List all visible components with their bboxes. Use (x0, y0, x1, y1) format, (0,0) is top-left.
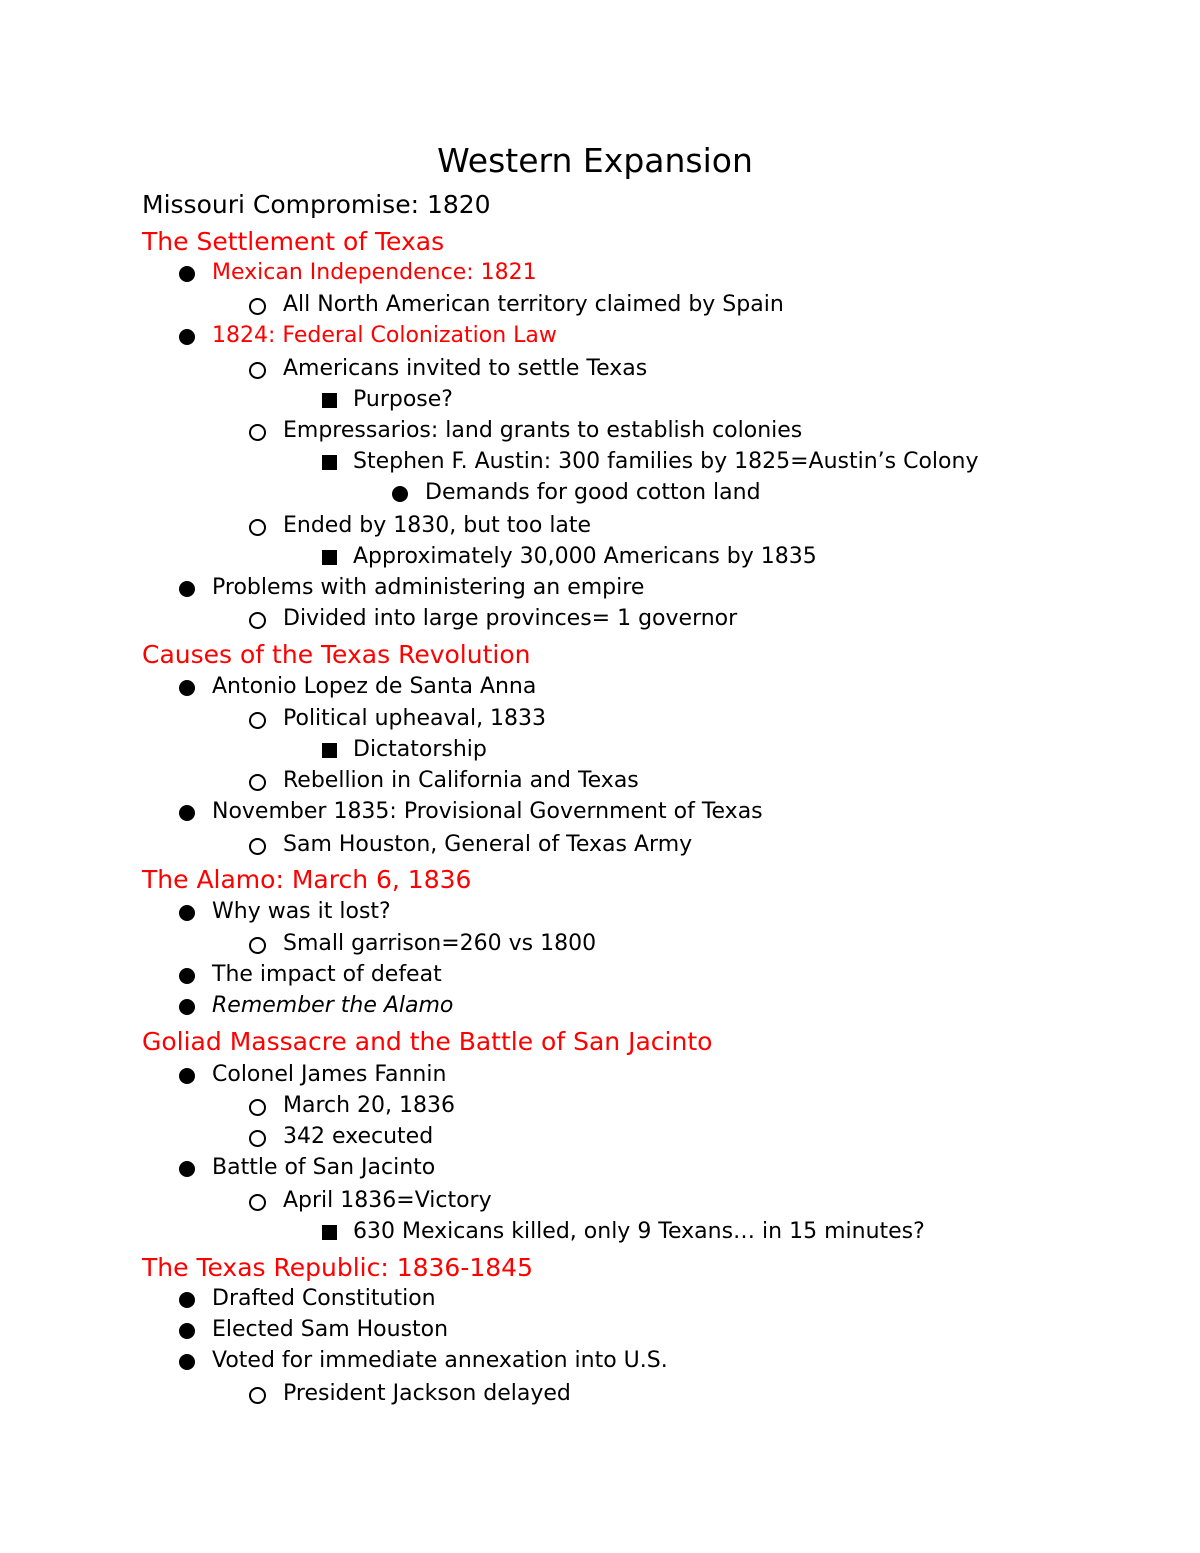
outline-item-text: Americans invited to settle Texas (283, 356, 648, 381)
hollow-circle-bullet-icon (249, 1099, 266, 1116)
outline-item-text: The impact of defeat (212, 962, 442, 987)
hollow-circle-bullet-icon (249, 937, 266, 954)
section-heading-text: The Settlement of Texas (142, 227, 445, 256)
outline-item-text: Political upheaval, 1833 (283, 706, 547, 731)
filled-circle-bullet-icon (179, 1292, 195, 1308)
filled-square-bullet-icon (322, 455, 337, 470)
hollow-circle-bullet-icon (249, 1387, 266, 1404)
filled-circle-bullet-icon (179, 1323, 195, 1339)
filled-circle-bullet-icon (179, 805, 195, 821)
filled-circle-bullet-icon (179, 1161, 195, 1177)
document-title: Western Expansion (437, 141, 753, 180)
hollow-circle-bullet-icon (249, 519, 266, 536)
filled-circle-bullet-icon (179, 999, 195, 1015)
outline-item-text: Rebellion in California and Texas (283, 768, 639, 793)
filled-square-bullet-icon (322, 1225, 337, 1240)
outline-item-text: President Jackson delayed (283, 1381, 571, 1406)
filled-circle-bullet-icon (179, 581, 195, 597)
filled-square-bullet-icon (322, 743, 337, 758)
document-subtitle: Missouri Compromise: 1820 (142, 190, 491, 219)
outline-item-text: Battle of San Jacinto (212, 1155, 436, 1180)
filled-square-bullet-icon (322, 550, 337, 565)
outline-item-text: Small garrison=260 vs 1800 (283, 931, 597, 956)
outline-item-text: Elected Sam Houston (212, 1317, 449, 1342)
outline-item-text: Why was it lost? (212, 899, 391, 924)
section-heading-text: Goliad Massacre and the Battle of San Jacinto (142, 1027, 713, 1056)
filled-circle-bullet-icon (179, 968, 195, 984)
outline-item-text: Stephen F. Austin: 300 families by 1825=Austin’s Colony (353, 449, 979, 474)
outline-item-text: Demands for good cotton land (425, 480, 761, 505)
filled-circle-bullet-icon (179, 1068, 195, 1084)
filled-circle-bullet-icon (179, 680, 195, 696)
hollow-circle-bullet-icon (249, 362, 266, 379)
filled-circle-bullet-icon (179, 266, 195, 282)
filled-circle-bullet-icon (179, 905, 195, 921)
section-heading-text: The Texas Republic: 1836-1845 (142, 1253, 533, 1282)
outline-item-text: Ended by 1830, but too late (283, 513, 592, 538)
outline-item-text: April 1836=Victory (283, 1188, 492, 1213)
hollow-circle-bullet-icon (249, 424, 266, 441)
hollow-circle-bullet-icon (249, 1130, 266, 1147)
outline-item-text: Purpose? (353, 387, 453, 412)
outline-item-text: Mexican Independence: 1821 (212, 260, 537, 285)
hollow-circle-bullet-icon (249, 612, 266, 629)
outline-item-text: Divided into large provinces= 1 governor (283, 606, 738, 631)
outline-item-text: November 1835: Provisional Government of Texas (212, 799, 763, 824)
hollow-circle-bullet-icon (249, 712, 266, 729)
filled-circle-bullet-icon (392, 486, 408, 502)
outline-item-text: Antonio Lopez de Santa Anna (212, 674, 537, 699)
outline-item-text: Sam Houston, General of Texas Army (283, 832, 693, 857)
outline-item-text: 630 Mexicans killed, only 9 Texans… in 15 minutes? (353, 1219, 925, 1244)
hollow-circle-bullet-icon (249, 838, 266, 855)
outline-item-text: All North American territory claimed by Spain (283, 292, 784, 317)
outline-item-text: Problems with administering an empire (212, 575, 645, 600)
outline-item-text: Drafted Constitution (212, 1286, 436, 1311)
filled-circle-bullet-icon (179, 1354, 195, 1370)
outline-item-text: March 20, 1836 (283, 1093, 456, 1118)
hollow-circle-bullet-icon (249, 298, 266, 315)
outline-item-text: Dictatorship (353, 737, 487, 762)
filled-circle-bullet-icon (179, 329, 195, 345)
hollow-circle-bullet-icon (249, 1194, 266, 1211)
outline-item-text: Voted for immediate annexation into U.S. (212, 1348, 668, 1373)
outline-item-text: Colonel James Fannin (212, 1062, 447, 1087)
outline-item-text: Empressarios: land grants to establish colonies (283, 418, 803, 443)
section-heading-text: The Alamo: March 6, 1836 (142, 865, 472, 894)
outline-item-text: 342 executed (283, 1124, 434, 1149)
outline-item-text: 1824: Federal Colonization Law (212, 323, 557, 348)
hollow-circle-bullet-icon (249, 774, 266, 791)
section-heading-text: Causes of the Texas Revolution (142, 640, 531, 669)
outline-item-text: Approximately 30,000 Americans by 1835 (353, 544, 817, 569)
filled-square-bullet-icon (322, 393, 337, 408)
outline-item-text: Remember the Alamo (212, 993, 454, 1018)
